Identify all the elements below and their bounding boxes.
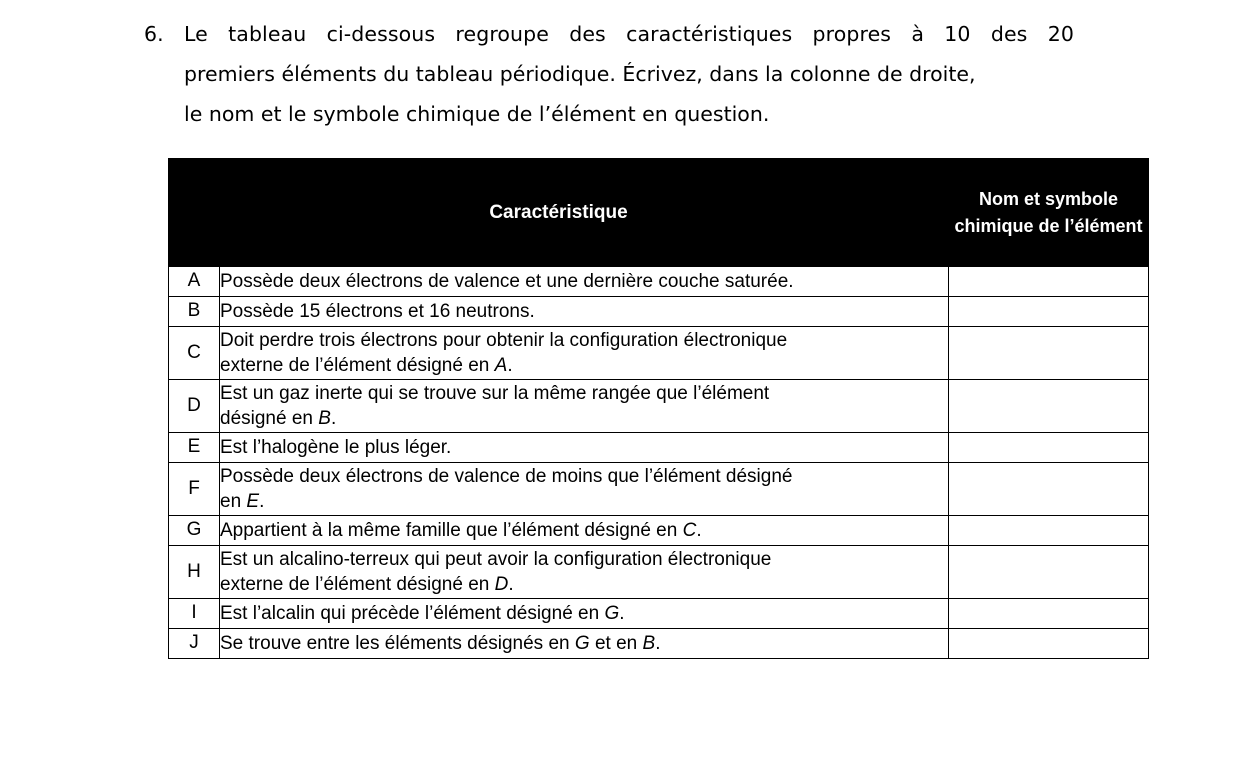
row-characteristic bbox=[220, 380, 949, 433]
row-letter: C bbox=[169, 327, 220, 380]
table-row bbox=[169, 297, 1149, 327]
characteristic-line: Est l’halogène le plus léger. bbox=[220, 437, 452, 458]
row-letter: H bbox=[169, 546, 220, 599]
table-row bbox=[169, 463, 1149, 516]
question-block bbox=[144, 14, 1074, 134]
characteristic-line: en E. bbox=[220, 491, 265, 512]
characteristic-line: Se trouve entre les éléments désignés en G et en B. bbox=[220, 633, 661, 654]
row-answer-cell[interactable] bbox=[949, 629, 1149, 659]
characteristic-line: Est un gaz inerte qui se trouve sur la même rangée que l’élément bbox=[220, 383, 770, 404]
row-letter: G bbox=[169, 516, 220, 546]
row-characteristic bbox=[220, 433, 949, 463]
characteristic-line: Possède deux électrons de valence et une dernière couche saturée. bbox=[220, 271, 794, 292]
row-answer-cell[interactable] bbox=[949, 516, 1149, 546]
row-characteristic bbox=[220, 463, 949, 516]
row-letter: B bbox=[169, 297, 220, 327]
table-row bbox=[169, 380, 1149, 433]
row-answer-cell[interactable] bbox=[949, 546, 1149, 599]
table-row bbox=[169, 546, 1149, 599]
characteristic-line: Est un alcalino-terreux qui peut avoir la configuration électronique bbox=[220, 549, 772, 570]
row-answer-cell[interactable] bbox=[949, 599, 1149, 629]
row-letter: I bbox=[169, 599, 220, 629]
row-answer-cell[interactable] bbox=[949, 297, 1149, 327]
column-header-answer: Nom et symbole chimique de l’élément bbox=[949, 159, 1149, 267]
characteristics-table-wrapper bbox=[168, 158, 1148, 659]
row-characteristic bbox=[220, 546, 949, 599]
table-row bbox=[169, 599, 1149, 629]
question-text-line-3: le nom et le symbole chimique de l’élément en question. bbox=[184, 102, 770, 126]
characteristic-line: Est l’alcalin qui précède l’élément désigné en G. bbox=[220, 603, 625, 624]
question-line-1 bbox=[144, 14, 1074, 54]
row-characteristic bbox=[220, 267, 949, 297]
table-row bbox=[169, 516, 1149, 546]
row-answer-cell[interactable] bbox=[949, 380, 1149, 433]
table-header-row bbox=[169, 159, 1149, 267]
row-characteristic bbox=[220, 599, 949, 629]
question-number: 6. bbox=[144, 22, 164, 46]
row-answer-cell[interactable] bbox=[949, 463, 1149, 516]
row-answer-cell[interactable] bbox=[949, 433, 1149, 463]
table-body bbox=[169, 267, 1149, 659]
row-letter: J bbox=[169, 629, 220, 659]
characteristic-line: externe de l’élément désigné en D. bbox=[220, 574, 514, 595]
column-header-characteristic: Caractéristique bbox=[169, 159, 949, 267]
row-characteristic bbox=[220, 629, 949, 659]
row-answer-cell[interactable] bbox=[949, 267, 1149, 297]
table-row bbox=[169, 433, 1149, 463]
row-characteristic bbox=[220, 516, 949, 546]
row-letter: D bbox=[169, 380, 220, 433]
row-letter: E bbox=[169, 433, 220, 463]
table-header bbox=[169, 159, 1149, 267]
table-row bbox=[169, 629, 1149, 659]
row-characteristic bbox=[220, 327, 949, 380]
characteristic-line: externe de l’élément désigné en A. bbox=[220, 355, 513, 376]
row-answer-cell[interactable] bbox=[949, 327, 1149, 380]
characteristic-line: Appartient à la même famille que l’élément désigné en C. bbox=[220, 520, 702, 541]
characteristic-line: désigné en B. bbox=[220, 408, 337, 429]
table-row bbox=[169, 267, 1149, 297]
characteristic-line: Possède 15 électrons et 16 neutrons. bbox=[220, 301, 535, 322]
row-letter: F bbox=[169, 463, 220, 516]
characteristics-table bbox=[168, 158, 1149, 659]
row-characteristic bbox=[220, 297, 949, 327]
question-text-line-2: premiers éléments du tableau périodique. Écrivez, dans la colonne de droite, bbox=[184, 62, 976, 86]
row-letter: A bbox=[169, 267, 220, 297]
characteristic-line: Doit perdre trois électrons pour obtenir la configuration électronique bbox=[220, 330, 788, 351]
table-row bbox=[169, 327, 1149, 380]
question-text-line-1: Le tableau ci-dessous regroupe des caractéristiques propres à 10 des 20 bbox=[184, 22, 1074, 46]
characteristic-line: Possède deux électrons de valence de moins que l’élément désigné bbox=[220, 466, 793, 487]
